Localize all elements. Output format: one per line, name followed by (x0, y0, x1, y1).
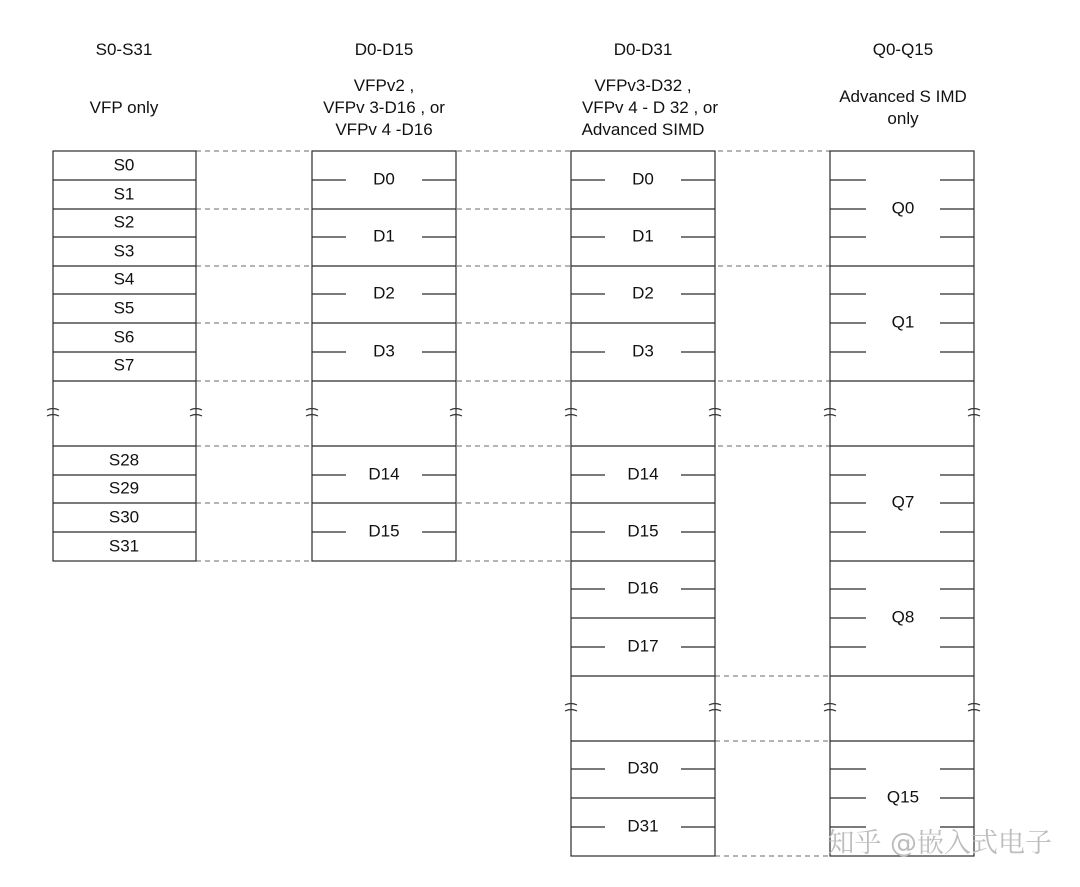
register-d3: D3 (373, 341, 395, 361)
register-s2: S2 (113, 212, 135, 232)
column-subtitle-line-3: VFPv 4 -D16 (335, 120, 433, 139)
register-d0: D0 (373, 169, 395, 189)
register-s28: S28 (108, 450, 140, 470)
register-d15: D15 (627, 521, 659, 541)
column-subtitle-line-1: VFPv2 , (353, 76, 415, 95)
register-s4: S4 (113, 269, 135, 289)
register-s31: S31 (108, 536, 140, 556)
register-s3: S3 (113, 241, 135, 261)
register-d16: D16 (627, 578, 659, 598)
register-d15: D15 (368, 521, 400, 541)
column-subtitle: VFP only (89, 98, 159, 117)
column-subtitle-line-1: VFPv3-D32 , (594, 76, 692, 95)
register-q8: Q8 (891, 607, 915, 627)
column-subtitle-line-2: VFPv 3-D16 , or (323, 98, 445, 117)
column-heading: D0-D31 (613, 40, 673, 59)
column-subtitle-line-1: Advanced S IMD (839, 87, 967, 106)
register-d2: D2 (373, 283, 395, 303)
column-subtitle-line-3: Advanced SIMD (581, 120, 705, 139)
register-d1: D1 (632, 226, 654, 246)
register-q7: Q7 (891, 492, 915, 512)
column-subtitle-line-2: VFPv 4 - D 32 , or (581, 98, 719, 117)
register-s6: S6 (113, 327, 135, 347)
register-s7: S7 (113, 355, 135, 375)
column-s0-s31 (47, 40, 202, 561)
register-q1: Q1 (891, 312, 915, 332)
column-heading: D0-D15 (354, 40, 414, 59)
register-d31: D31 (627, 816, 659, 836)
column-subtitle-line-2: only (887, 109, 919, 128)
column-d0-d15 (306, 40, 462, 561)
register-d30: D30 (627, 758, 659, 778)
watermark: 知乎 @嵌入式电子 (827, 828, 1052, 859)
register-s30: S30 (108, 507, 140, 527)
register-d0: D0 (632, 169, 654, 189)
register-q0: Q0 (891, 198, 915, 218)
register-s0: S0 (113, 155, 135, 175)
register-d17: D17 (627, 636, 659, 656)
register-d14: D14 (627, 464, 659, 484)
register-d14: D14 (368, 464, 400, 484)
column-q0-q15 (824, 40, 980, 856)
column-heading: S0-S31 (95, 40, 153, 59)
column-heading: Q0-Q15 (872, 40, 934, 59)
alignment-lines (196, 151, 830, 856)
register-s5: S5 (113, 298, 135, 318)
register-d3: D3 (632, 341, 654, 361)
register-d2: D2 (632, 283, 654, 303)
register-d1: D1 (373, 226, 395, 246)
column-d0-d31 (565, 40, 721, 856)
register-s1: S1 (113, 184, 135, 204)
register-s29: S29 (108, 478, 140, 498)
register-q15: Q15 (886, 787, 920, 807)
